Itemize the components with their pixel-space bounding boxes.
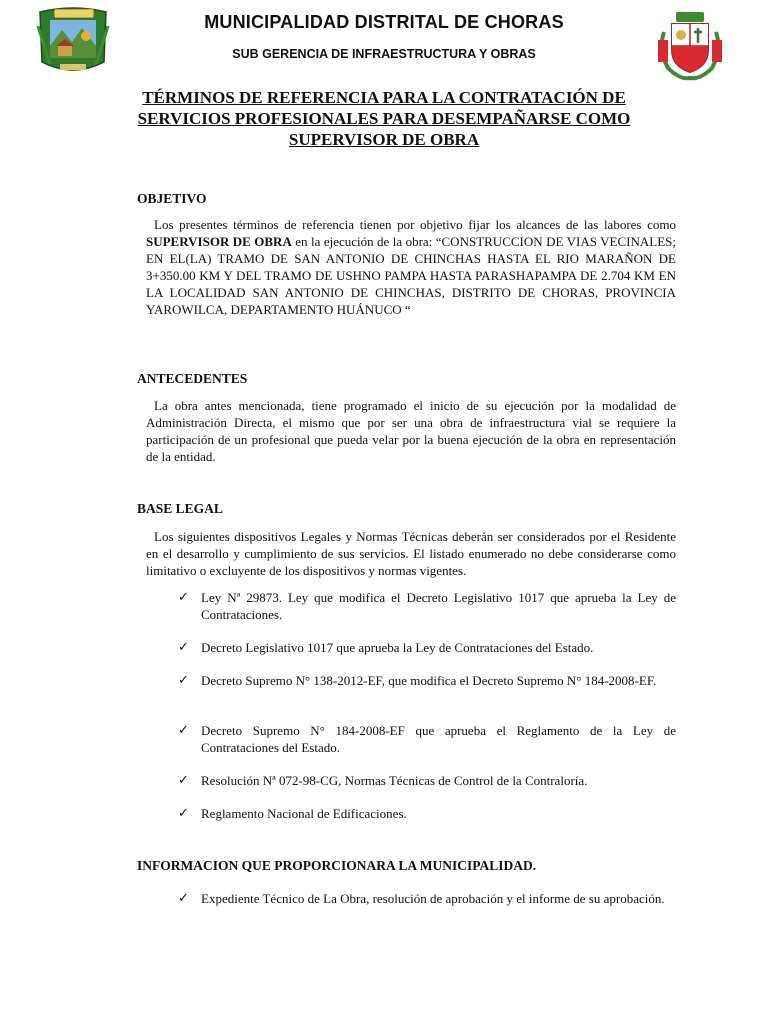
list-item-text: Reglamento Nacional de Edificaciones. [201, 806, 407, 821]
section-heading-base-legal: BASE LEGAL [137, 501, 223, 516]
list-item [178, 589, 676, 623]
list-item [178, 805, 676, 822]
peru-coat-of-arms [654, 10, 726, 82]
document-title: TÉRMINOS DE REFERENCIA PARA LA CONTRATACIÓN DE SERVICIOS PROFESIONALES PARA DESEMPAÑARSE COMO SUPERVISOR DE OBRA [137, 88, 631, 149]
checkmark-icon: ✓ [178, 673, 189, 688]
base-legal-paragraph: Los siguientes dispositivos Legales y Normas Técnicas deberán ser considerados por el Residente en el desarrollo y cumplimiento de sus servicios. El listado enumerado no debe considerarse como limitativo o excluyente de los dispositivos y normas vigentes. [146, 529, 676, 578]
list-item-text: Decreto Supremo N° 138-2012-EF, que modifica el Decreto Supremo N° 184-2008-EF. [201, 673, 657, 688]
list-item-text: Resolución Nª 072-98-CG, Normas Técnicas de Control de la Contraloría. [201, 773, 588, 788]
list-item-text: Decreto Legislativo 1017 que aprueba la Ley de Contrataciones del Estado. [201, 640, 594, 655]
list-item [178, 890, 676, 907]
objetivo-text-end: en la ejecución de la obra: “CONSTRUCCION DE VIAS VECINALES; EN EL(LA) TRAMO DE SAN ANTONIO DE CHINCHAS HASTA EL RIO MARAÑON DE 3+350.00 KM Y DEL TRAMO DE USHNO PAMPA HASTA PARASHAPAMPA DE 2.704 KM EN LA LOCALIDAD SAN ANTONIO DE CHINCHAS, DISTRITO DE CHORAS, PROVINCIA YAROWILCA, DEPARTAMENTO HUÁNUCO “ [146, 234, 676, 317]
list-item-text: Ley Nª 29873. Ley que modifica el Decreto Legislativo 1017 que aprueba la Ley de Contrataciones. [201, 590, 676, 622]
checkmark-icon: ✓ [178, 806, 189, 821]
section-heading-objetivo: OBJETIVO [137, 191, 207, 206]
list-item [178, 639, 676, 656]
objetivo-text-start: Los presentes términos de referencia tienen por objetivo fijar los alcances de las labores como [154, 217, 676, 232]
checkmark-icon: ✓ [178, 773, 189, 788]
municipality-name: MUNICIPALIDAD DISTRITAL DE CHORAS [204, 12, 564, 32]
list-item [178, 672, 676, 689]
section-heading-informacion: INFORMACION QUE PROPORCIONARA LA MUNICIPALIDAD. [137, 858, 537, 873]
list-item [178, 772, 676, 789]
objetivo-paragraph [146, 216, 676, 318]
list-item-text: Decreto Supremo N° 184-2008-EF que aprueba el Reglamento de la Ley de Contrataciones del Estado. [201, 723, 676, 755]
checkmark-icon: ✓ [178, 640, 189, 655]
checkmark-icon: ✓ [178, 590, 189, 605]
department-name: SUB GERENCIA DE INFRAESTRUCTURA Y OBRAS [232, 47, 536, 61]
checkmark-icon: ✓ [178, 891, 189, 906]
list-item-text: Expediente Técnico de La Obra, resolución de aprobación y el informe de su aprobación. [201, 891, 665, 906]
list-item [178, 722, 676, 756]
antecedentes-paragraph: La obra antes mencionada, tiene programado el inicio de su ejecución por la modalidad de Administración Directa, el mismo que por ser una obra de infraestructura vial se requiere la participación de un profesional que pueda velar por la buena ejecución de la obra en representación de la entidad. [146, 398, 676, 464]
objetivo-text-bold: SUPERVISOR DE OBRA [146, 234, 292, 249]
section-heading-antecedentes: ANTECEDENTES [137, 371, 248, 386]
checkmark-icon: ✓ [178, 723, 189, 738]
